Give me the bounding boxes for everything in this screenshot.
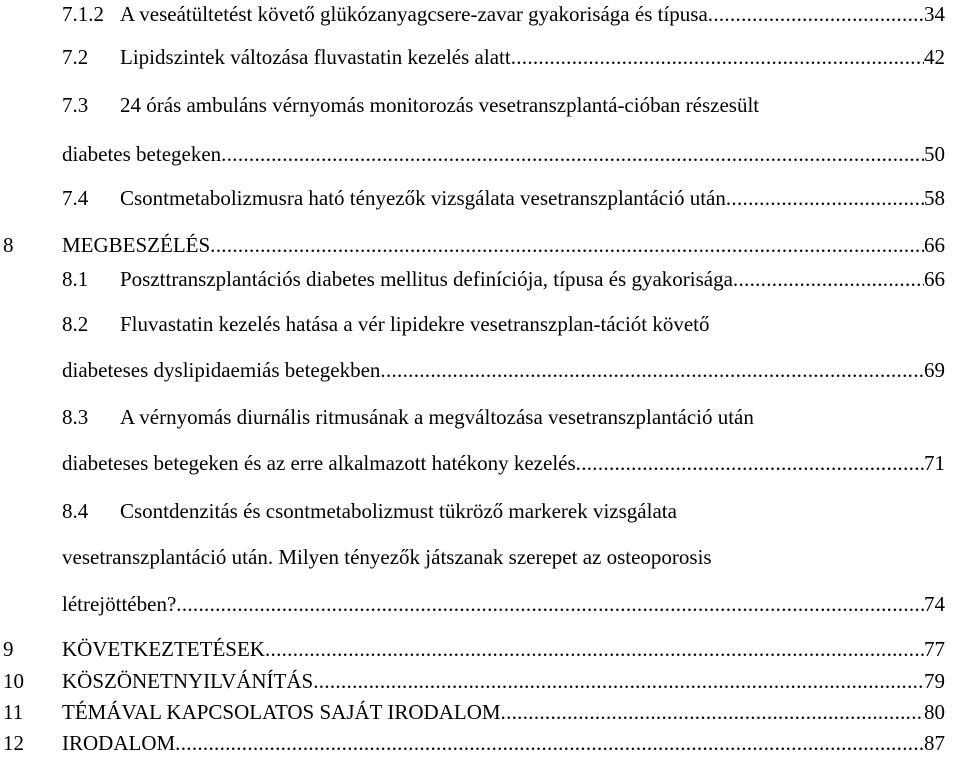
toc-entry-title: KÖVETKEZTETÉSEK [62,637,265,661]
toc-entry-8[interactable] [0,228,959,262]
dot-leader [726,181,924,215]
dot-leader [511,40,924,74]
toc-entry-number: 8.4 [62,499,89,523]
toc-entry-title: A veseátültetést követő glükózanyagcsere-zavar gyakorisága és típusa [120,2,708,26]
dot-leader [313,664,924,698]
toc-entry-title: IRODALOM [62,731,176,755]
toc-entry-page: 66 [924,267,945,291]
toc-entry-7-3[interactable] [0,88,959,122]
toc-entry-12[interactable] [0,726,959,760]
toc-entry-number: 8 [3,233,14,257]
toc-entry-title-continued: vesetranszplantáció után. Milyen tényezők játszanak szerepet az osteoporosis [62,545,712,569]
dot-leader [265,632,924,666]
toc-entry-page: 80 [924,700,945,724]
dot-leader [501,695,924,729]
toc-entry-title-continued: diabeteses betegeken és az erre alkalmazott hatékony kezelés [62,451,576,475]
toc-entry-page: 79 [924,669,945,693]
toc-entry-number: 7.1.2 [62,2,104,26]
toc-entry-8-1[interactable] [0,262,959,296]
toc-entry-number: 8.2 [62,312,89,336]
toc-entry-9[interactable] [0,632,959,666]
toc-entry-7-4[interactable] [0,181,959,215]
dot-leader [210,228,924,262]
toc-entry-page: 77 [924,637,945,661]
toc-entry-number: 9 [3,637,14,661]
toc-entry-7-2[interactable] [0,40,959,74]
toc-entry-title: Poszttranszplantációs diabetes mellitus definíciója, típusa és gyakorisága [120,267,733,291]
toc-entry-11[interactable] [0,695,959,729]
toc-entry-title: KÖSZÖNETNYILVÁNÍTÁS [62,669,314,693]
toc-entry-number: 12 [3,731,24,755]
toc-entry-page: 74 [924,592,945,616]
dot-leader [380,353,924,387]
toc-entry-page: 66 [924,233,945,257]
toc-entry-title-continued: diabetes betegeken [62,142,222,166]
dot-leader [176,587,924,621]
toc-entry-title: Csontmetabolizmusra ható tényezők vizsgálata vesetranszplantáció után [120,186,726,210]
toc-entry-page: 58 [924,186,945,210]
toc-entry-8-3[interactable] [0,400,959,434]
toc-entry-number: 8.3 [62,405,89,429]
toc-entry-8-2[interactable] [0,307,959,341]
toc-entry-title-continued: diabeteses dyslipidaemiás betegekben [62,358,381,382]
toc-entry-title: A vérnyomás diurnális ritmusának a megváltozása vesetranszplantáció után [120,405,754,429]
toc-entry-page: 71 [924,451,945,475]
toc-entry-page: 69 [924,358,945,382]
toc-entry-title: TÉMÁVAL KAPCSOLATOS SAJÁT IRODALOM [62,700,501,724]
toc-entry-title: Fluvastatin kezelés hatása a vér lipidekre vesetranszplan-tációt követő [120,312,710,336]
toc-entry-number: 7.3 [62,93,89,117]
toc-entry-7-3-cont[interactable] [0,137,959,171]
toc-entry-8-2-cont[interactable] [0,353,959,387]
toc-entry-title: 24 órás ambuláns vérnyomás monitorozás vesetranszplantá-cióban részesült [120,93,760,117]
toc-entry-number: 11 [3,700,24,724]
toc-entry-10[interactable] [0,664,959,698]
toc-entry-number: 10 [3,669,24,693]
toc-entry-8-4-cont2[interactable] [0,587,959,621]
toc-entry-number: 7.4 [62,186,89,210]
toc-entry-number: 8.1 [62,267,89,291]
toc-entry-page: 34 [924,2,945,26]
toc-entry-7-1-2[interactable] [0,0,959,31]
toc-entry-title: MEGBESZÉLÉS [62,233,211,257]
dot-leader [175,726,924,760]
toc-entry-page: 50 [924,142,945,166]
dot-leader [576,446,924,480]
toc-entry-page: 42 [924,45,945,69]
toc-entry-page: 87 [924,731,945,755]
dot-leader [221,137,924,171]
toc-entry-8-4-cont[interactable] [0,540,959,574]
toc-entry-title: Csontdenzitás és csontmetabolizmust tükröző markerek vizsgálata [120,499,677,523]
dot-leader [733,262,924,296]
toc-entry-8-4[interactable] [0,494,959,528]
dot-leader [708,0,924,31]
toc-entry-number: 7.2 [62,45,89,69]
toc-entry-8-3-cont[interactable] [0,446,959,480]
toc-entry-title-continued: létrejöttében? [62,592,177,616]
toc-entry-title: Lipidszintek változása fluvastatin kezelés alatt [120,45,511,69]
